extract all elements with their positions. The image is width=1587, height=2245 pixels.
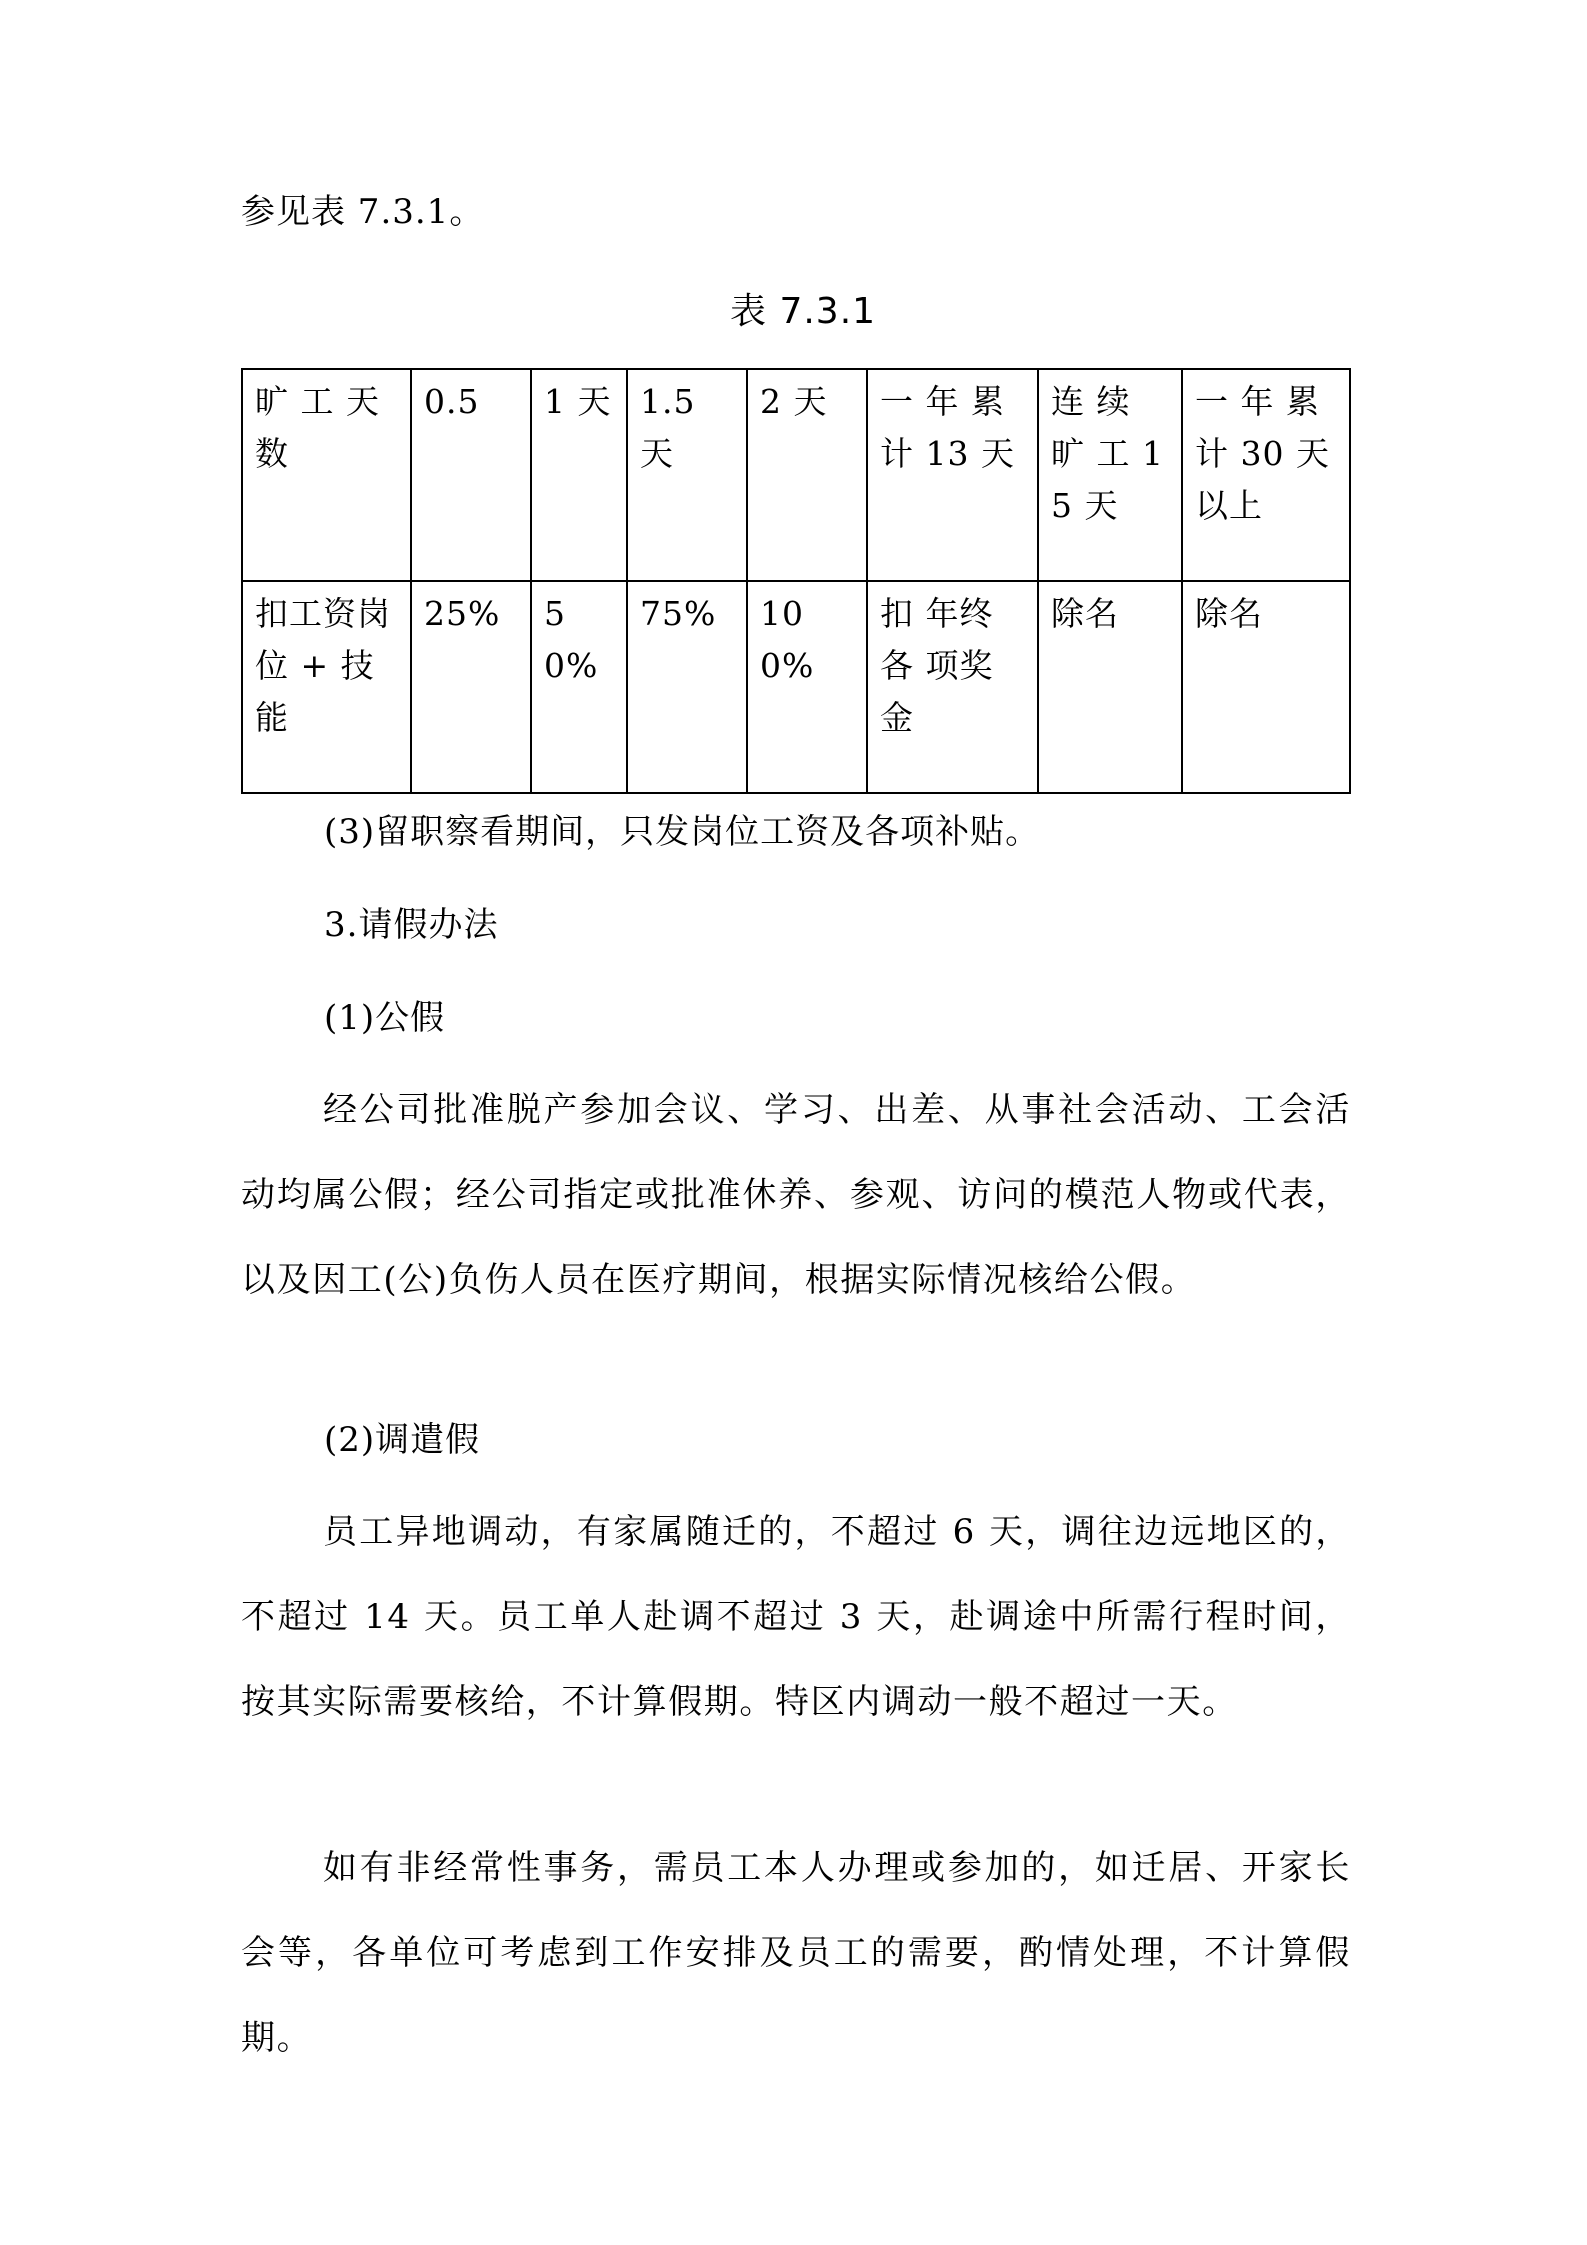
table-cell: 0.5	[411, 369, 531, 581]
table-cell: 2 天	[747, 369, 867, 581]
paragraph-public-leave: 经公司批准脱产参加会议、学习、出差、从事社会活动、工会活动均属公假；经公司指定或批准休养、参观、访问的模范人物或代表，以及因工(公)负伤人员在医疗期间，根据实际情况核给公假。	[241, 1090, 1351, 1300]
table-cell: 扣 年终 各 项奖金	[867, 581, 1038, 793]
table-cell: 除名	[1038, 581, 1182, 793]
table-row-absence-days	[242, 369, 1350, 581]
table-cell: 扣工资岗 位 + 技能	[242, 581, 411, 793]
subheading-transfer-leave: (2)调遣假	[324, 1420, 481, 1460]
absence-deduction-table	[241, 368, 1351, 794]
table-cell: 75%	[627, 581, 747, 793]
paragraph-probation-pay: (3)留职察看期间，只发岗位工资及各项补贴。	[324, 812, 1041, 852]
table-caption: 表 7.3.1	[730, 291, 877, 332]
table-cell: 一 年 累计 13 天	[867, 369, 1038, 581]
paragraph-irregular-affairs: 如有非经常性事务，需员工本人办理或参加的，如迁居、开家长会等，各单位可考虑到工作安排及员工的需要，酌情处理，不计算假期。	[241, 1848, 1351, 2058]
table-cell: 旷 工 天数	[242, 369, 411, 581]
table-cell: 一 年 累计 30 天以上	[1182, 369, 1350, 581]
table-cell: 100%	[747, 581, 867, 793]
table-cell: 50%	[531, 581, 627, 793]
table-cell: 连 续 旷 工 15 天	[1038, 369, 1182, 581]
table-cell: 除名	[1182, 581, 1350, 793]
table-cell: 1 天	[531, 369, 627, 581]
subheading-public-leave: (1)公假	[324, 998, 446, 1038]
intro-text: 参见表 7.3.1。	[241, 192, 485, 232]
table-cell: 1.5 天	[627, 369, 747, 581]
table-row-deduction	[242, 581, 1350, 793]
section-heading-leave-rules: 3.请假办法	[324, 905, 499, 945]
table-cell: 25%	[411, 581, 531, 793]
paragraph-transfer-leave: 员工异地调动，有家属随迁的，不超过 6 天，调往边远地区的，不超过 14 天。员工单人赴调不超过 3 天，赴调途中所需行程时间，按其实际需要核给，不计算假期。特区内调动一般不超过一天。	[241, 1512, 1351, 1722]
